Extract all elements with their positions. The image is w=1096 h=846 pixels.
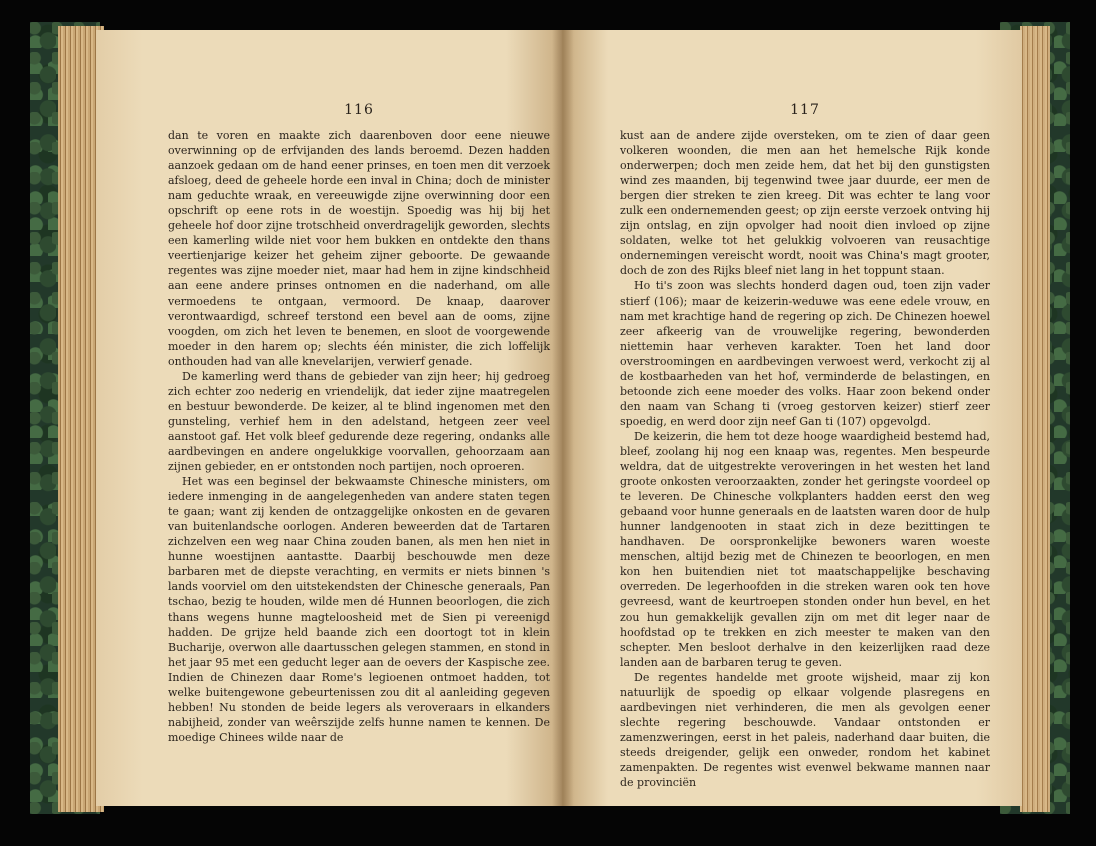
right-page-edges [1020,26,1050,812]
paragraph: De regentes handelde met groote wijsheid, maar zij kon natuurlijk de spoedig op elkaar volgende plasregens en aardbevingen niet verhinderen, die men als gevolgen eener slechte regering beschouwde. Vandaar ontstonden er zamenzweringen, eerst in het paleis, naderhand daar buiten, die steeds dreigender, gelijk een onweder, rondom het kabinet zamenpakten. De regentes wist evenwel bekwame mannen naar de provinciën [620,670,990,790]
paragraph: Ho ti's zoon was slechts honderd dagen oud, toen zijn vader stierf (106); maar de keizerin-weduwe was eene edele vrouw, en nam met krachtige hand de regering op zich. De Chinezen hoewel zeer afkeerig van de vrouwelijke regering, bewonderden niettemin haar verheven karakter. Toen het land door overstroomingen en aardbevingen verwoest werd, verkocht zij al de kostbaarheden van het hof, verminderde de belastingen, en betoonde zich eene moeder des volks. Haar zoon bekend onder den naam van Schang ti (vroeg gestorven keizer) stierf zeer spoedig, en werd door zijn neef Gan ti (107) opgevolgd. [620,279,990,428]
right-page [562,30,1022,806]
left-page [96,30,562,806]
paragraph: De kamerling werd thans de gebieder van zijn heer; hij gedroeg zich echter zoo nederig en vriendelijk, dat ieder zijne maatregelen en bestuur bewonderde. De keizer, al te blind ingenomen met den gunsteling, verhief hem in den adelstand, hetgeen zeer veel aanstoot gaf. Het volk bleef gedurende deze regering, ondanks alle aardbevingen en andere ongelukkige voorvallen, gehoorzaam aan zijnen gebieder, en er ontstonden noch partijen, noch oproeren. [168,369,550,474]
paragraph: dan te voren en maakte zich daarenboven door eene nieuwe overwinning op de erfvijanden des lands beroemd. Dezen hadden aanzoek gedaan om de hand eener prinses, en toen men dit verzoek afsloeg, deed de geheele horde een inval in China; doch de minister nam geduchte wraak, en vereeuwigde zijne overwinning door een opschrift op eene rots in de woestijn. Spoedig was hij bij het geheele hof door zijne trotschheid onverdragelijk geworden, slechts een kamerling wilde niet voor hem bukken en ontdekte den thans veertienjarige keizer het geheim zijner geboorte. De gewaande regentes was zijne moeder niet, maar had hem in zijne kindschheid aan eene andere prinses ontnomen en die naderhand, om alle vermoedens te ontgaan, vermoord. De knaap, daarover verontwaardigd, schreef terstond een bevel aan de ooms, zijne voogden, om zich het leven te benemen, en sloot de voorgewende moeder in den harem op; slechts één minister, die zich loffelijk onthouden had van alle knevelarijen, verwierf genade. [168,129,550,368]
book-gutter [552,30,574,806]
paragraph: Het was een beginsel der bekwaamste Chinesche ministers, om iedere inmenging in de aangelegenheden van andere staten tegen te gaan; want zij kenden de ontzaggelijke onkosten en de gevaren van buitenlandsche oorlogen. Anderen beweerden dat de Tartaren zichzelven een weg naar China zouden banen, als men hen niet in hunne woestijnen aantastte. Daarbij beschouwde men deze barbaren met de diepste verachting, en vermits er niets binnen 's lands voorviel om den uitstekendsten der Chinesche generaals, Pan tschao, bezig te houden, wilde men dé Hunnen beoorlogen, die zich thans wegens hunne magteloosheid met de Sien pi vereenigd hadden. De grijze held baande zich een doortogt tot in klein Bucharije, overwon alle daartusschen gelegen stammen, en stond in het jaar 95 met een geducht leger aan de oevers der Kaspische zee. Indien de Chinezen daar Rome's legioenen ontmoet hadden, tot welke buitengewone gebeurtenissen zou dit al aanleiding gegeven hebben! Nu stonden de beide legers als veroveraars in elkanders nabijheid, zonder van weêrszijde zelfs hunne namen te kennen. De moedige Chinees wilde naar de [168,475,550,744]
paragraph: De keizerin, die hem tot deze hooge waardigheid bestemd had, bleef, zoolang hij nog een knaap was, regentes. Men bespeurde weldra, dat de uitgestrekte veroveringen in het westen het land groote onkosten veroorzaakten, zonder het geringste voordeel op te leveren. De Chinesche volkplanters hadden eerst den weg gebaand voor hunne generaals en de laatsten waren door de hulp hunner landgenooten in staat zich in deze bezittingen te handhaven. De oorspronkelijke bewoners waren woeste menschen, altijd bezig met de Chinezen te beoorlogen, en men kon hen buitendien niet tot maatschappelijke beschaving overreden. De legerhoofden in die streken waren ook ten hove gevreesd, want de keurtroepen stonden onder hun bevel, en het zou hun gemakkelijk gevallen zijn om met dit leger naar de hoofdstad op te trekken en zich meester te maken van den schepter. Men besloot derhalve in den keizerlijken raad deze landen aan de barbaren terug te geven. [620,429,990,669]
paragraph: kust aan de andere zijde oversteken, om te zien of daar geen volkeren woonden, die men aan het hemelsche Rijk konde onderwerpen; doch men zeide hem, dat het bij den gunstigsten wind zes maanden, bij tegenwind twee jaar duurde, eer men de bergen dier streken te zien kreeg. Dit was echter te lang voor zulk een ondernemenden geest; op zijn eerste verzoek ontving hij zijn ontslag, en zijn opvolger had nooit dien invloed op zijne soldaten, welke tot het gelukkig volvoeren van reusachtige ondernemingen vereischt wordt, nooit was China's magt grooter, doch de zon des Rijks bleef niet lang in het toppunt staan. [620,129,990,278]
left-page-text [168,128,550,745]
page-number-right: 117 [790,102,820,118]
page-number-left: 116 [344,102,374,118]
right-page-text [620,128,990,790]
